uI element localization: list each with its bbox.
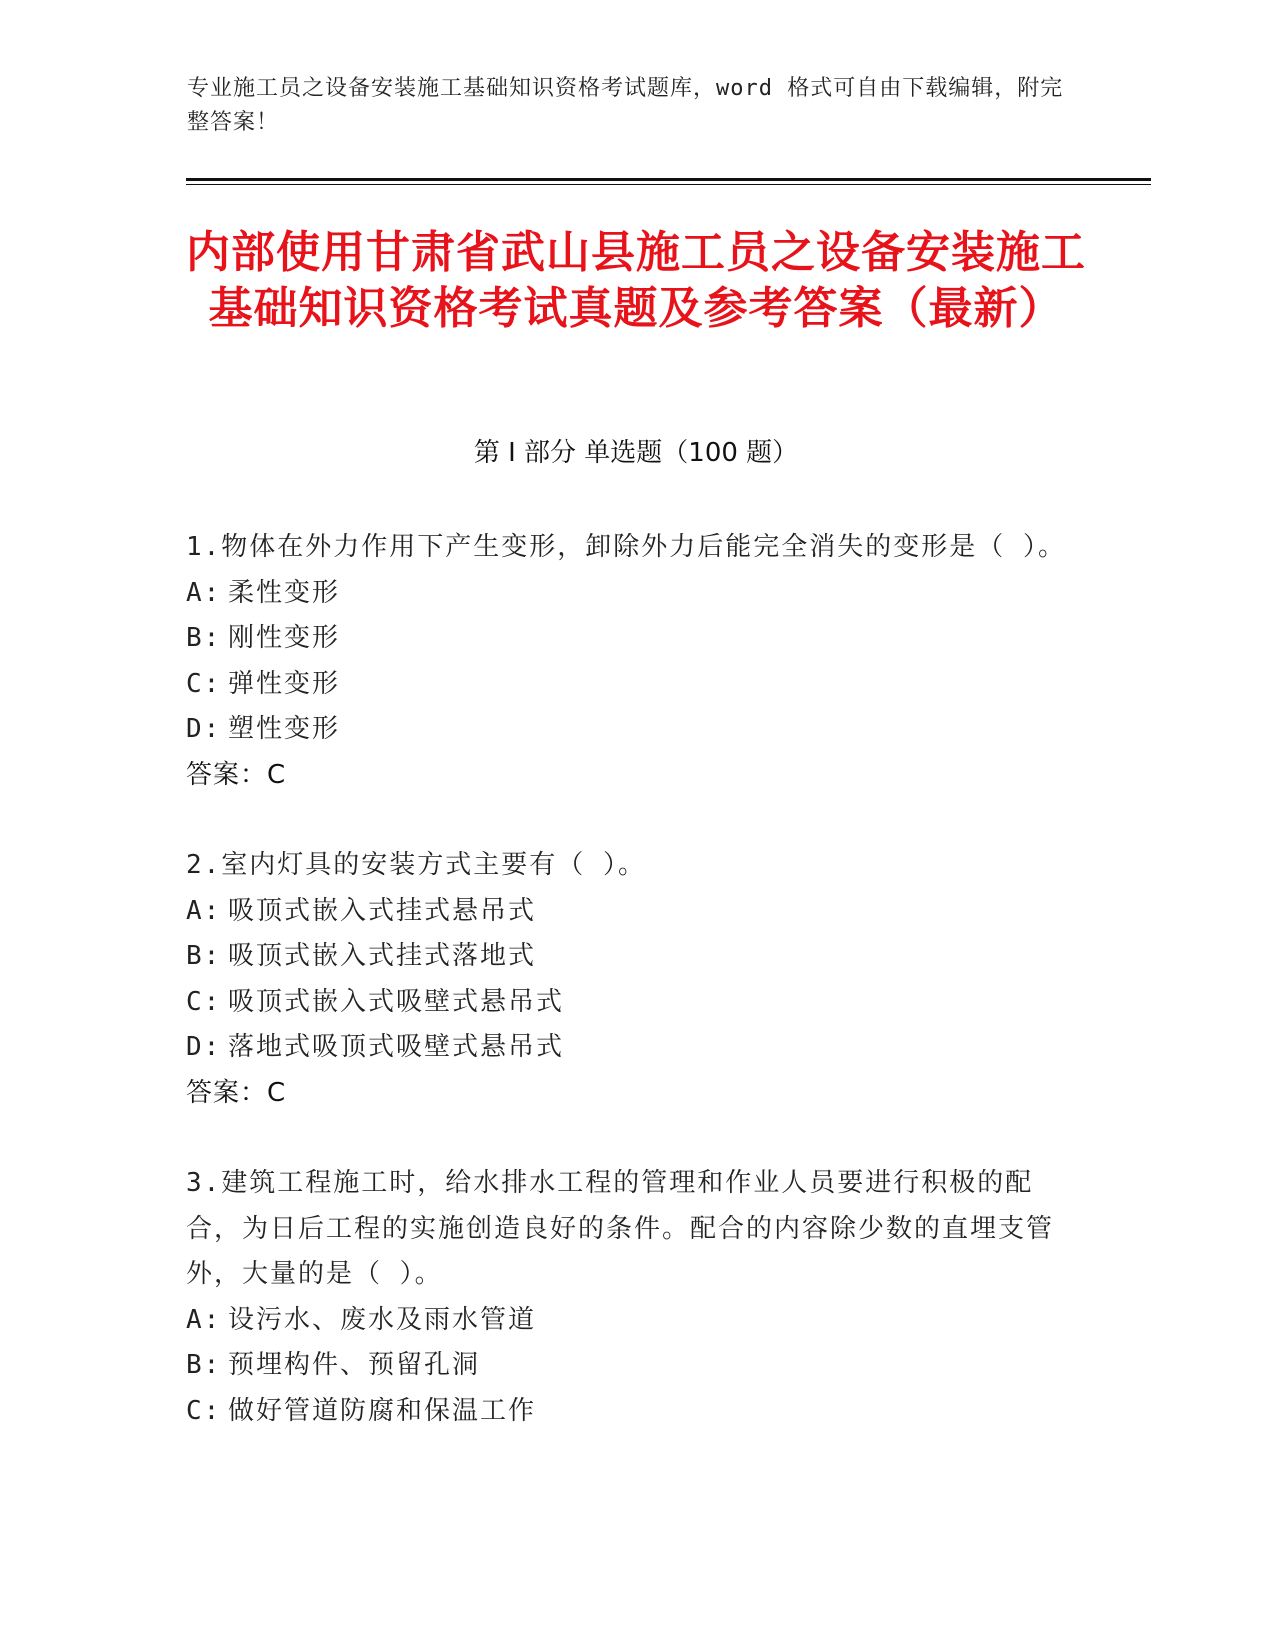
option-text: 预埋构件、预留孔洞 bbox=[228, 1350, 481, 1380]
option-d bbox=[186, 1025, 1066, 1071]
option-text: 落地式吸顶式吸壁式悬吊式 bbox=[228, 1032, 565, 1062]
header-divider-thick bbox=[186, 178, 1151, 181]
option-text: 设污水、废水及雨水管道 bbox=[228, 1304, 537, 1335]
option-b bbox=[186, 616, 1066, 662]
option-key: D: bbox=[186, 714, 222, 744]
option-text: 刚性变形 bbox=[228, 623, 341, 653]
option-text: 吸顶式嵌入式挂式落地式 bbox=[228, 941, 537, 971]
question-list bbox=[186, 525, 1066, 1479]
document-title: 内部使用甘肃省武山县施工员之设备安装施工基础知识资格考试真题及参考答案（最新） bbox=[186, 227, 1086, 334]
header-divider-thin bbox=[186, 184, 1151, 185]
option-key: A: bbox=[186, 1304, 222, 1335]
option-key: B: bbox=[186, 623, 222, 653]
option-key: C: bbox=[186, 668, 222, 699]
option-b bbox=[186, 934, 1066, 980]
option-key: D: bbox=[186, 1032, 222, 1062]
option-d bbox=[186, 707, 1066, 753]
answer-label: 答案： bbox=[186, 759, 268, 790]
option-a bbox=[186, 1298, 1066, 1344]
option-key: C: bbox=[186, 986, 222, 1017]
option-key: B: bbox=[186, 941, 222, 971]
question-3 bbox=[186, 1161, 1066, 1434]
question-text: 2.室内灯具的安装方式主要有（ ）。 bbox=[186, 850, 646, 880]
option-key: B: bbox=[186, 1350, 222, 1380]
answer-value: C bbox=[267, 1077, 287, 1108]
option-c bbox=[186, 662, 1066, 708]
option-text: 柔性变形 bbox=[228, 577, 341, 608]
option-key: A: bbox=[186, 895, 222, 926]
question-text: 1.物体在外力作用下产生变形，卸除外力后能完全消失的变形是（ ）。 bbox=[186, 532, 1066, 562]
option-text: 塑性变形 bbox=[228, 714, 341, 744]
option-c bbox=[186, 980, 1066, 1026]
answer-line bbox=[186, 753, 1066, 799]
option-key: C: bbox=[186, 1395, 222, 1426]
option-text: 弹性变形 bbox=[228, 668, 341, 699]
option-key: A: bbox=[186, 577, 222, 608]
question-1 bbox=[186, 525, 1066, 798]
answer-value: C bbox=[267, 759, 287, 790]
option-a bbox=[186, 889, 1066, 935]
option-c bbox=[186, 1389, 1066, 1435]
answer-label: 答案： bbox=[186, 1077, 268, 1108]
option-text: 吸顶式嵌入式挂式悬吊式 bbox=[228, 895, 537, 926]
section-title: 第 I 部分 单选题（100 题） bbox=[473, 438, 799, 468]
answer-line bbox=[186, 1071, 1066, 1117]
option-text: 吸顶式嵌入式吸壁式悬吊式 bbox=[228, 986, 565, 1017]
option-b bbox=[186, 1343, 1066, 1389]
question-2 bbox=[186, 843, 1066, 1116]
question-text: 3.建筑工程施工时，给水排水工程的管理和作业人员要进行积极的配合，为日后工程的实施创造良好的条件。配合的内容除少数的直埋支管外，大量的是（ ）。 bbox=[186, 1168, 1055, 1289]
header-note: 专业施工员之设备安装施工基础知识资格考试题库，word 格式可自由下载编辑，附完整答案！ bbox=[187, 76, 1064, 135]
option-a bbox=[186, 571, 1066, 617]
option-text: 做好管道防腐和保温工作 bbox=[228, 1395, 537, 1426]
